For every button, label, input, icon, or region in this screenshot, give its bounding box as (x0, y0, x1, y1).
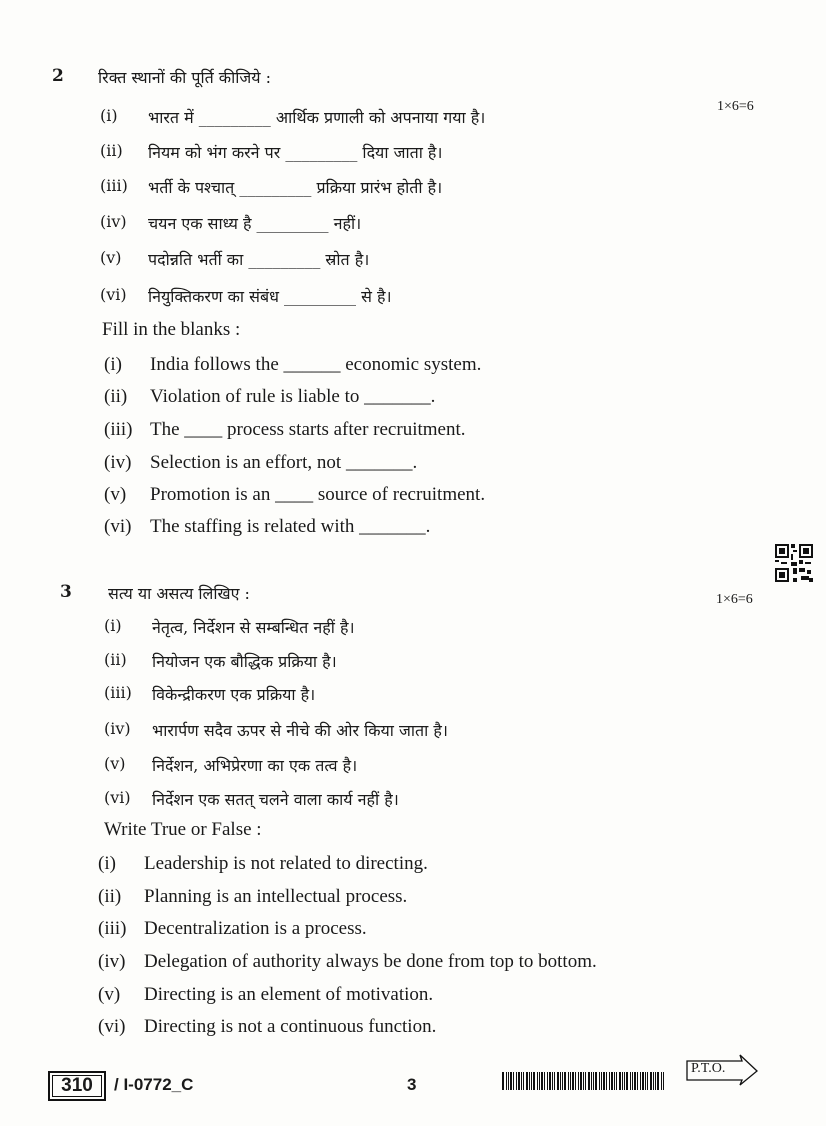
q2-hindi-item (100, 248, 369, 270)
q2-number: 2 (52, 66, 64, 86)
q2-marks: 1×6=6 (717, 99, 754, 114)
q3-english-item (98, 1016, 436, 1038)
item-number: (v) (100, 248, 122, 267)
item-text: Promotion is an ____ source of recruitment. (150, 484, 486, 505)
item-text: Selection is an effort, not _______. (150, 452, 418, 473)
paper-number-box: 310 (48, 1071, 106, 1101)
q2-english-item (104, 386, 435, 408)
item-number: (v) (104, 754, 126, 773)
item-text: पदोन्नति भर्ती का _________ स्रोत है। (148, 250, 370, 269)
qr-code-icon (775, 544, 813, 582)
page-number: 3 (407, 1075, 417, 1094)
item-number: (ii) (104, 650, 127, 669)
q3-english-item (98, 886, 407, 908)
item-number: (vi) (98, 1016, 126, 1037)
q3-hindi-item (104, 754, 357, 776)
q3-hindi-item (104, 683, 315, 705)
item-number: (i) (104, 616, 122, 635)
pto-label: P.T.O. (691, 1061, 726, 1076)
item-number: (iv) (104, 452, 132, 473)
item-number: (ii) (104, 386, 128, 407)
item-text: नियम को भंग करने पर _________ दिया जाता है। (148, 143, 443, 162)
q3-english-item (98, 853, 428, 875)
q2-english-item (104, 354, 481, 376)
q3-hindi-item (104, 788, 399, 810)
item-number: (iii) (104, 683, 132, 702)
q2-hindi-heading: रिक्त स्थानों की पूर्ति कीजिये : (98, 68, 272, 87)
item-text: नेतृत्व, निर्देशन से सम्बन्धित नहीं है। (152, 618, 355, 637)
q2-english-heading: Fill in the blanks : (102, 319, 241, 340)
q3-marks: 1×6=6 (716, 592, 753, 607)
item-text: Directing is not a continuous function. (144, 1016, 437, 1037)
q2-english-item (104, 516, 430, 538)
item-text: चयन एक साध्य है _________ नहीं। (148, 214, 362, 233)
q3-number: 3 (60, 582, 72, 602)
item-text: Decentralization is a process. (144, 918, 367, 939)
item-number: (vi) (104, 788, 131, 807)
item-text: निर्देशन, अभिप्रेरणा का एक तत्व है। (152, 756, 358, 775)
item-number: (vi) (100, 285, 127, 304)
item-number: (iv) (104, 719, 131, 738)
item-number: (iii) (104, 419, 133, 440)
item-number: (iii) (100, 176, 128, 195)
q2-english-item (104, 484, 485, 506)
item-number: (iii) (98, 918, 127, 939)
item-text: Violation of rule is liable to _______. (150, 386, 436, 407)
item-text: The staffing is related with _______. (150, 516, 431, 537)
q3-hindi-heading: सत्य या असत्य लिखिए : (108, 584, 250, 603)
q2-hindi-item (100, 106, 485, 128)
q2-hindi-item (100, 176, 442, 198)
item-text: भारार्पण सदैव ऊपर से नीचे की ओर किया जाता है। (152, 721, 448, 740)
item-text: निर्देशन एक सतत् चलने वाला कार्य नहीं है। (152, 790, 399, 809)
item-number: (ii) (100, 141, 123, 160)
item-number: (v) (104, 484, 127, 505)
q2-hindi-item (100, 285, 392, 307)
q3-english-heading: Write True or False : (104, 819, 262, 840)
q3-english-item (98, 951, 597, 973)
item-text: भारत में _________ आर्थिक प्रणाली को अपनाया गया है। (148, 108, 486, 127)
item-number: (ii) (98, 886, 122, 907)
item-number: (v) (98, 984, 121, 1005)
q3-hindi-item (104, 719, 448, 741)
q2-english-item (104, 419, 466, 441)
q3-hindi-item (104, 616, 355, 638)
item-number: (vi) (104, 516, 132, 537)
q2-hindi-item (100, 141, 443, 163)
item-number: (iv) (98, 951, 126, 972)
item-text: नियोजन एक बौद्धिक प्रक्रिया है। (152, 652, 337, 671)
q2-hindi-item (100, 212, 361, 234)
q3-english-item (98, 918, 367, 940)
paper-code: / I-0772_C (114, 1075, 194, 1094)
item-text: भर्ती के पश्चात् _________ प्रक्रिया प्रारंभ होती है। (148, 178, 443, 197)
item-text: Planning is an intellectual process. (144, 886, 408, 907)
item-text: The ____ process starts after recruitment. (150, 419, 466, 440)
item-number: (iv) (100, 212, 127, 231)
item-text: नियुक्तिकरण का संबंध _________ से है। (148, 287, 392, 306)
q3-hindi-item (104, 650, 337, 672)
item-text: Directing is an element of motivation. (144, 984, 434, 1005)
item-text: Leadership is not related to directing. (144, 853, 428, 874)
item-number: (i) (100, 106, 118, 125)
item-text: विकेन्द्रीकरण एक प्रक्रिया है। (152, 685, 316, 704)
item-number: (i) (104, 354, 122, 375)
barcode-icon (502, 1072, 667, 1090)
item-number: (i) (98, 853, 116, 874)
item-text: India follows the ______ economic system. (150, 354, 482, 375)
item-text: Delegation of authority always be done from top to bottom. (144, 951, 597, 972)
q3-english-item (98, 984, 433, 1006)
q2-english-item (104, 452, 417, 474)
